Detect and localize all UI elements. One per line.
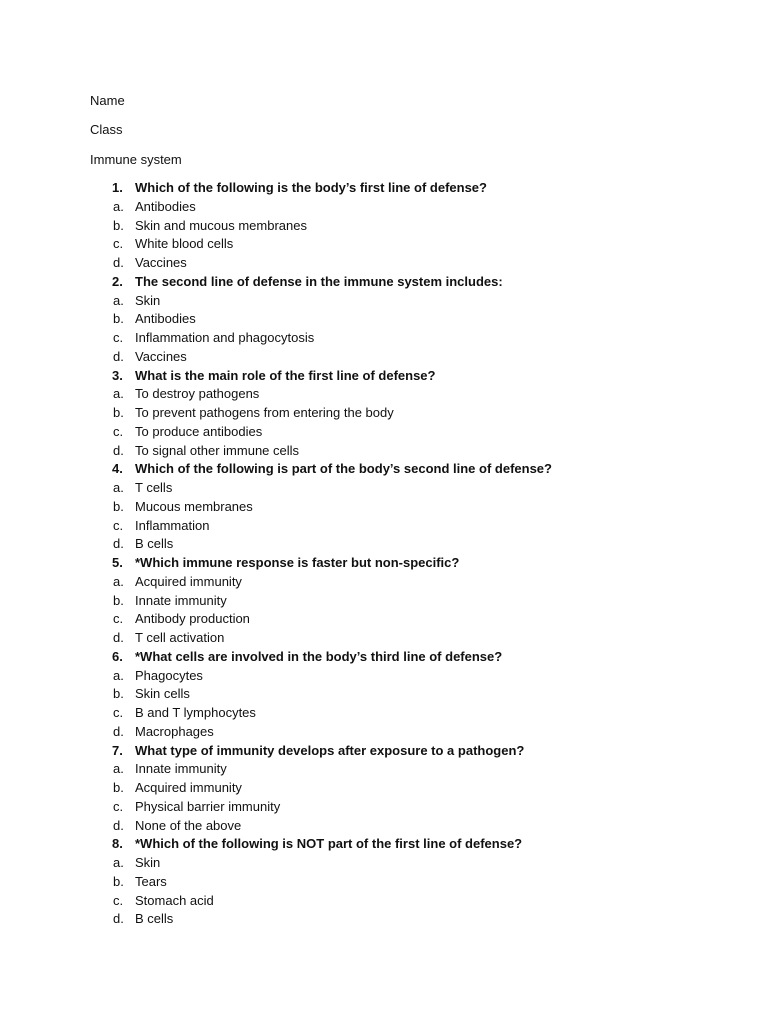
question-text: The second line of defense in the immune system includes: (135, 273, 503, 289)
answer-option (0, 254, 768, 273)
question-item (0, 179, 768, 273)
answer-option (0, 629, 768, 648)
name-label: Name (90, 93, 125, 108)
option-text: Acquired immunity (135, 573, 242, 589)
option-text: White blood cells (135, 236, 234, 252)
answer-option (0, 442, 768, 461)
question-text: What type of immunity develops after exposure to a pathogen? (135, 742, 525, 758)
answer-option (0, 573, 768, 592)
option-text: Skin (135, 855, 161, 870)
option-text: Skin and mucous membranes (135, 217, 307, 233)
answer-option (0, 817, 768, 836)
answer-option (0, 854, 768, 873)
option-letter: b. (113, 873, 124, 889)
option-text: Antibodies (135, 198, 196, 214)
question-row (0, 648, 768, 667)
option-text: None of the above (135, 817, 242, 833)
option-letter: d. (113, 536, 124, 552)
option-text: Phagocytes (135, 667, 203, 683)
option-text: T cells (135, 480, 173, 495)
option-text: Stomach acid (135, 892, 214, 908)
option-letter: d. (113, 911, 124, 927)
option-letter: d. (113, 348, 124, 364)
answer-option (0, 348, 768, 367)
option-text: Physical barrier immunity (135, 798, 281, 814)
question-item (0, 648, 768, 742)
question-number: 5. (112, 555, 123, 570)
answer-option (0, 479, 768, 498)
question-number: 7. (112, 742, 123, 758)
option-text: To signal other immune cells (135, 442, 300, 458)
option-letter: b. (113, 405, 124, 420)
option-letter: c. (113, 423, 124, 439)
answer-option (0, 798, 768, 817)
option-text: To produce antibodies (135, 423, 263, 439)
option-letter: c. (113, 892, 124, 908)
option-text: B and T lymphocytes (135, 705, 256, 720)
option-letter: d. (113, 442, 124, 458)
answer-option (0, 760, 768, 779)
option-letter: c. (113, 798, 124, 814)
answer-option (0, 310, 768, 329)
answer-option (0, 198, 768, 217)
question-number: 1. (112, 180, 123, 195)
option-text: Vaccines (135, 255, 187, 270)
answer-option (0, 910, 768, 929)
option-letter: d. (113, 817, 124, 833)
option-letter: c. (113, 330, 124, 345)
question-item (0, 554, 768, 648)
question-row (0, 554, 768, 573)
option-text: Acquired immunity (135, 780, 242, 795)
document-title: Immune system (90, 152, 182, 167)
option-text: Innate immunity (135, 761, 227, 777)
option-text: Vaccines (135, 348, 187, 364)
answer-option (0, 235, 768, 254)
option-letter: a. (113, 292, 124, 308)
option-letter: a. (113, 667, 124, 683)
answer-option (0, 385, 768, 404)
option-letter: c. (113, 611, 124, 627)
question-number: 8. (112, 836, 123, 852)
option-text: To destroy pathogens (135, 386, 260, 402)
option-text: Mucous membranes (135, 498, 253, 514)
question-row (0, 179, 768, 198)
question-text: What is the main role of the first line of defense? (135, 367, 436, 383)
option-letter: b. (113, 780, 124, 795)
answer-option (0, 535, 768, 554)
option-letter: b. (113, 311, 124, 327)
answer-option (0, 873, 768, 892)
question-row (0, 835, 768, 854)
option-letter: c. (113, 236, 124, 252)
class-label: Class (90, 122, 123, 137)
option-text: To prevent pathogens from entering the body (135, 405, 394, 420)
question-text: *Which of the following is NOT part of the first line of defense? (135, 836, 523, 852)
answer-option (0, 423, 768, 442)
answer-option (0, 517, 768, 536)
option-text: Skin (135, 292, 161, 308)
question-row (0, 460, 768, 479)
option-text: B cells (135, 911, 174, 927)
option-letter: c. (113, 517, 124, 533)
answer-option (0, 892, 768, 911)
answer-option (0, 217, 768, 236)
option-letter: d. (113, 723, 124, 739)
answer-option (0, 723, 768, 742)
question-number: 4. (112, 461, 123, 477)
option-text: Inflammation (135, 517, 210, 533)
option-letter: c. (113, 705, 124, 720)
option-letter: a. (113, 855, 124, 870)
question-item (0, 835, 768, 929)
option-text: Macrophages (135, 723, 214, 739)
option-letter: b. (113, 592, 124, 608)
question-row (0, 273, 768, 292)
option-letter: b. (113, 217, 124, 233)
option-text: Antibody production (135, 611, 250, 627)
option-letter: d. (113, 630, 124, 645)
option-text: Tears (135, 873, 167, 889)
option-letter: d. (113, 255, 124, 270)
answer-option (0, 610, 768, 629)
option-letter: a. (113, 198, 124, 214)
question-text: Which of the following is part of the body’s second line of defense? (135, 461, 552, 477)
question-number: 2. (112, 273, 123, 289)
option-text: Inflammation and phagocytosis (135, 330, 315, 345)
answer-option (0, 592, 768, 611)
option-letter: b. (113, 686, 124, 702)
question-list (0, 179, 768, 929)
question-text: *What cells are involved in the body’s third line of defense? (135, 648, 503, 664)
answer-option (0, 779, 768, 798)
option-letter: a. (113, 573, 124, 589)
option-text: Innate immunity (135, 592, 227, 608)
answer-option (0, 498, 768, 517)
question-number: 3. (112, 367, 123, 383)
option-letter: a. (113, 480, 124, 495)
answer-option (0, 329, 768, 348)
question-item (0, 367, 768, 461)
question-item (0, 273, 768, 367)
option-text: Antibodies (135, 311, 196, 327)
question-item (0, 460, 768, 554)
question-number: 6. (112, 648, 123, 664)
answer-option (0, 667, 768, 686)
question-row (0, 742, 768, 761)
option-text: B cells (135, 536, 174, 552)
option-letter: a. (113, 761, 124, 777)
answer-option (0, 292, 768, 311)
answer-option (0, 404, 768, 423)
answer-option (0, 704, 768, 723)
question-item (0, 742, 768, 836)
option-text: T cell activation (135, 630, 225, 645)
answer-option (0, 685, 768, 704)
question-row (0, 367, 768, 386)
option-letter: a. (113, 386, 124, 402)
option-letter: b. (113, 498, 124, 514)
option-text: Skin cells (135, 686, 190, 702)
question-text: *Which immune response is faster but non-specific? (135, 555, 460, 570)
question-text: Which of the following is the body’s first line of defense? (135, 180, 487, 195)
